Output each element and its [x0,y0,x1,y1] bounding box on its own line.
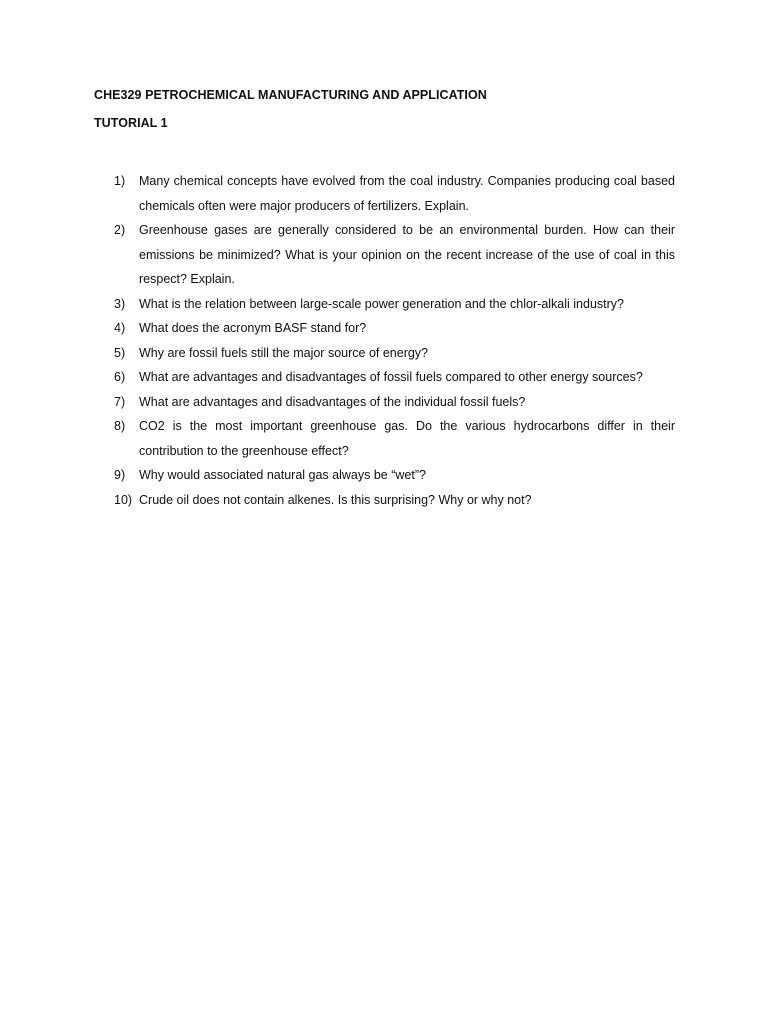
question-item [114,218,675,292]
question-number: 2) [114,223,126,237]
question-text: Crude oil does not contain alkenes. Is this surprising? Why or why not? [139,492,532,507]
question-item [114,463,675,488]
question-item [114,390,675,415]
question-item [114,488,675,513]
question-list [114,169,675,512]
question-number: 8) [114,419,126,433]
question-number: 6) [114,370,126,384]
question-text: Why are fossil fuels still the major source of energy? [139,345,429,360]
question-number: 1) [114,174,126,188]
question-text: What are advantages and disadvantages of fossil fuels compared to other energy sources? [139,370,643,384]
question-text: Many chemical concepts have evolved from the coal industry. Companies producing coal based chemicals often were major producers of fertilizers. Explain. [139,174,675,213]
question-text: What are advantages and disadvantages of the individual fossil fuels? [139,394,526,409]
question-item [114,169,675,218]
question-text: Greenhouse gases are generally considered to be an environmental burden. How can their emissions be minimized? What is your opinion on the recent increase of the use of coal in this respect? Explain. [139,223,675,286]
question-text: CO2 is the most important greenhouse gas. Do the various hydrocarbons differ in their contribution to the greenhouse effect? [139,419,675,458]
question-item [114,292,675,317]
tutorial-title: TUTORIAL 1 [94,116,168,130]
question-item [114,365,675,390]
question-text: Why would associated natural gas always be “wet”? [139,468,426,482]
question-item [114,414,675,463]
question-number: 10) [114,492,133,507]
course-title: CHE329 PETROCHEMICAL MANUFACTURING AND APPLICATION [94,88,487,102]
question-number: 5) [114,345,126,360]
question-number: 4) [114,321,126,335]
question-text: What is the relation between large-scale power generation and the chlor-alkali industry? [139,296,624,311]
question-text: What does the acronym BASF stand for? [139,321,367,335]
question-number: 3) [114,296,126,311]
question-item [114,316,675,341]
question-number: 9) [114,468,126,482]
question-number: 7) [114,394,126,409]
question-item [114,341,675,366]
